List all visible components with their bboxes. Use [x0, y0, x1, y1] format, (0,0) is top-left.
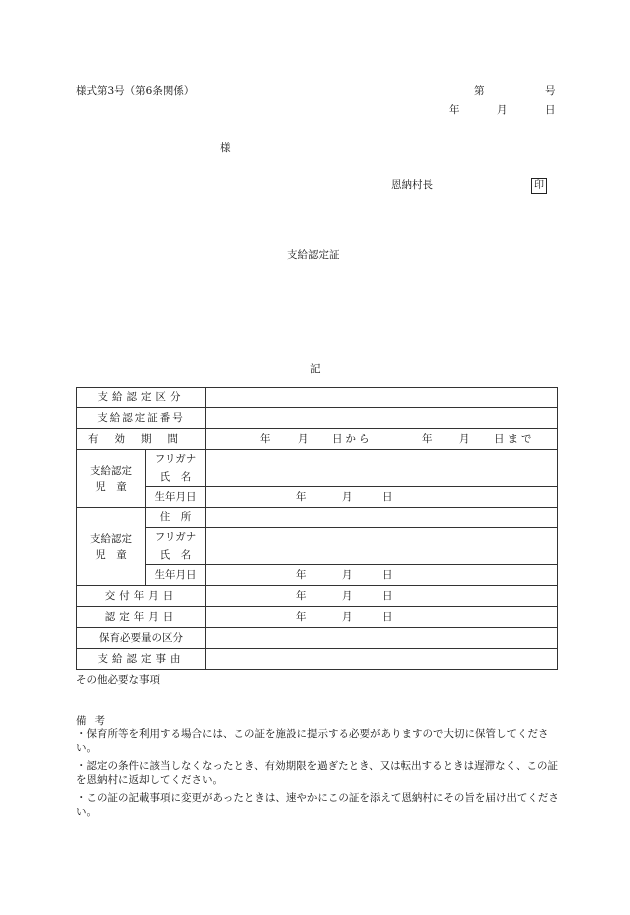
- row-care-amount: [77, 628, 558, 649]
- label-child2-address: 住 所: [146, 508, 206, 528]
- number-dai-label: 第: [474, 85, 485, 97]
- value-child2-birthdate: [206, 565, 558, 586]
- child2-birth-year: 年: [296, 568, 307, 581]
- row-child1-name: [77, 450, 558, 487]
- header-month-label: 月: [497, 104, 508, 116]
- child2-name: 氏 名: [159, 549, 192, 561]
- label-reason: 支給認定事由: [77, 649, 206, 670]
- notes-title: 備考: [76, 715, 113, 727]
- label-issue-date: 交付年月日: [77, 586, 206, 607]
- label-number: 支給認定証番号: [77, 408, 206, 429]
- row-certify-date: [77, 607, 558, 628]
- label-child1-group: [77, 450, 146, 508]
- child1-birth-day: 日: [382, 490, 393, 503]
- child2-group-line2: 児 童: [95, 548, 127, 561]
- header-year-label: 年: [449, 104, 460, 116]
- row-reason: [77, 649, 558, 670]
- row-child2-birth: [77, 565, 558, 586]
- document-title: 支給認定証: [287, 249, 340, 261]
- ki-label: 記: [310, 363, 321, 375]
- value-period: [206, 429, 558, 450]
- value-issue-date: [206, 586, 558, 607]
- value-child2-name: [206, 528, 558, 565]
- seal-stamp: 印: [531, 178, 547, 194]
- child1-name: 氏 名: [159, 471, 192, 483]
- form-number: 様式第3号（第6条関係）: [76, 85, 195, 97]
- child2-birth-day: 日: [382, 568, 393, 581]
- header-day-label: 日: [545, 104, 556, 116]
- child1-group-line2: 児 童: [95, 480, 127, 493]
- label-kubun: 支給認定区分: [77, 388, 206, 408]
- child1-birth-year: 年: [296, 490, 307, 503]
- period-to-day: 日まで: [494, 432, 535, 445]
- row-issue-date: [77, 586, 558, 607]
- period-from-month: 月: [298, 432, 309, 445]
- child1-furigana: フリガナ: [154, 453, 197, 465]
- note-item-1: ・保育所等を利用する場合には、この証を施設に提示する必要がありますので大切に保管してください。: [76, 728, 549, 754]
- period-from-year: 年: [260, 432, 271, 445]
- label-child2-group: [77, 508, 146, 586]
- certify-day: 日: [382, 610, 393, 623]
- row-number: [77, 408, 558, 429]
- period-to-month: 月: [459, 432, 470, 445]
- note-item-3: ・この証の記載事項に変更があったときは、速やかにこの証を添えて恩納村にその旨を届け出てください。: [76, 792, 559, 818]
- child1-birth-month: 月: [342, 490, 353, 503]
- certify-year: 年: [296, 610, 307, 623]
- issue-day: 日: [382, 589, 393, 602]
- label-certify-date: 認定年月日: [77, 607, 206, 628]
- certificate-table: [76, 387, 558, 670]
- value-care-amount: [206, 628, 558, 649]
- row-period: [77, 429, 558, 450]
- value-kubun: [206, 388, 558, 408]
- issuer-name: 恩納村長: [391, 179, 433, 191]
- other-necessary-items: その他必要な事項: [76, 674, 160, 686]
- label-child2-furigana-name: [146, 528, 206, 565]
- value-reason: [206, 649, 558, 670]
- value-certify-date: [206, 607, 558, 628]
- issue-month: 月: [342, 589, 353, 602]
- period-from-day: 日から: [332, 432, 373, 445]
- value-child1-birthdate: [206, 487, 558, 508]
- child1-group-line1: 支給認定: [90, 464, 132, 477]
- number-go-label: 号: [545, 85, 556, 97]
- note-item-2: ・認定の条件に該当しなくなったとき、有効期限を過ぎたとき、又は転出するときは遅滞なく、この証を恩納村に返却してください。: [76, 760, 558, 786]
- addressee-sama: 様: [220, 142, 231, 154]
- issue-year: 年: [296, 589, 307, 602]
- value-child2-address: [206, 508, 558, 528]
- child2-group-line1: 支給認定: [90, 532, 132, 545]
- row-child2-name: [77, 528, 558, 565]
- value-number: [206, 408, 558, 429]
- value-child1-name: [206, 450, 558, 487]
- label-child1-furigana-name: [146, 450, 206, 487]
- row-child2-address: [77, 508, 558, 528]
- label-child1-birthdate: 生年月日: [146, 487, 206, 508]
- row-kubun: [77, 388, 558, 408]
- certify-month: 月: [342, 610, 353, 623]
- child2-furigana: フリガナ: [154, 531, 197, 543]
- row-child1-birth: [77, 487, 558, 508]
- period-to-year: 年: [422, 432, 433, 445]
- label-child2-birthdate: 生年月日: [146, 565, 206, 586]
- child2-birth-month: 月: [342, 568, 353, 581]
- label-care-amount: 保育必要量の区分: [77, 628, 206, 649]
- label-period: 有効期間: [77, 429, 206, 450]
